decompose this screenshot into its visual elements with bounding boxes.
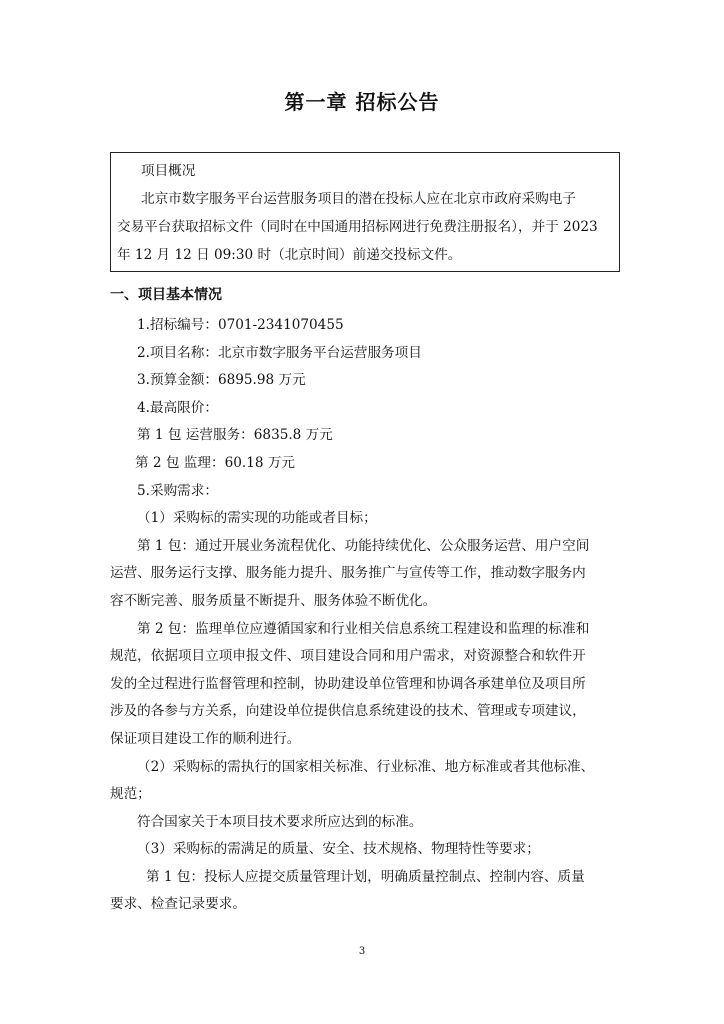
overview-line: 交易平台获取招标文件（同时在中国通用招标网进行免费注册报名），并于 2023 bbox=[117, 219, 598, 235]
paragraph-line: 第 1 包：投标人应提交质量管理计划，明确质量控制点、控制内容、质量 bbox=[146, 868, 585, 885]
item-procurement-needs: 5.采购需求： bbox=[137, 482, 218, 499]
package-2-price: 第 2 包 监理：60.18 万元 bbox=[135, 454, 296, 471]
subitem-standards: （2）采购标的需执行的国家相关标准、行业标准、地方标准或者其他标准、 bbox=[137, 758, 595, 775]
paragraph-line: 保证项目建设工作的顺利进行。 bbox=[110, 730, 301, 747]
chapter-title: 第一章 招标公告 bbox=[284, 90, 440, 114]
paragraph-line: 运营、服务运行支撑、服务能力提升、服务推广与宣传等工作，推动数字服务内 bbox=[110, 565, 586, 582]
overview-heading: 项目概况 bbox=[141, 163, 196, 179]
item-bid-number: 1.招标编号：0701-2341070455 bbox=[137, 317, 344, 333]
page-number: 3 bbox=[358, 946, 366, 957]
item-project-name: 2.项目名称：北京市数字服务平台运营服务项目 bbox=[137, 344, 422, 361]
paragraph-line: 要求、检查记录要求。 bbox=[110, 896, 246, 913]
package-1-price: 第 1 包 运营服务：6835.8 万元 bbox=[137, 427, 333, 444]
paragraph-line: 涉及的各参与方关系，向建设单位提供信息系统建设的技术、管理或专项建议， bbox=[110, 703, 586, 720]
paragraph-line: 符合国家关于本项目技术要求所应达到的标准。 bbox=[137, 813, 423, 830]
paragraph-line: 发的全过程进行监督管理和控制，协助建设单位管理和协调各承建单位及项目所 bbox=[110, 675, 586, 692]
overview-line: 年 12 月 12 日 09:30 时（北京时间）前递交投标文件。 bbox=[117, 247, 462, 263]
paragraph-line: 容不断完善、服务质量不断提升、服务体验不断优化。 bbox=[110, 592, 437, 609]
paragraph-line: 规范，依据项目立项申报文件、项目建设合同和用户需求，对资源整合和软件开 bbox=[110, 648, 586, 665]
paragraph-line: 第 2 包：监理单位应遵循国家和行业相关信息系统工程建设和监理的标准和 bbox=[137, 620, 590, 637]
subitem-function-goals: （1）采购标的需实现的功能或者目标； bbox=[137, 510, 377, 527]
subitem-quality-requirements: （3）采购标的需满足的质量、安全、技术规格、物理特性等要求； bbox=[137, 841, 540, 858]
paragraph-line: 第 1 包：通过开展业务流程优化、功能持续优化、公众服务运营、用户空间 bbox=[137, 537, 590, 554]
section-content bbox=[110, 312, 620, 919]
item-budget: 3.预算金额：6895.98 万元 bbox=[137, 372, 306, 389]
item-max-price: 4.最高限价： bbox=[137, 399, 218, 416]
project-overview-box bbox=[110, 152, 620, 272]
section-heading-basic-info: 一、项目基本情况 bbox=[110, 287, 222, 303]
overview-line: 北京市数字服务平台运营服务项目的潜在投标人应在北京市政府采购电子 bbox=[141, 191, 576, 207]
paragraph-line: 规范； bbox=[110, 786, 151, 803]
